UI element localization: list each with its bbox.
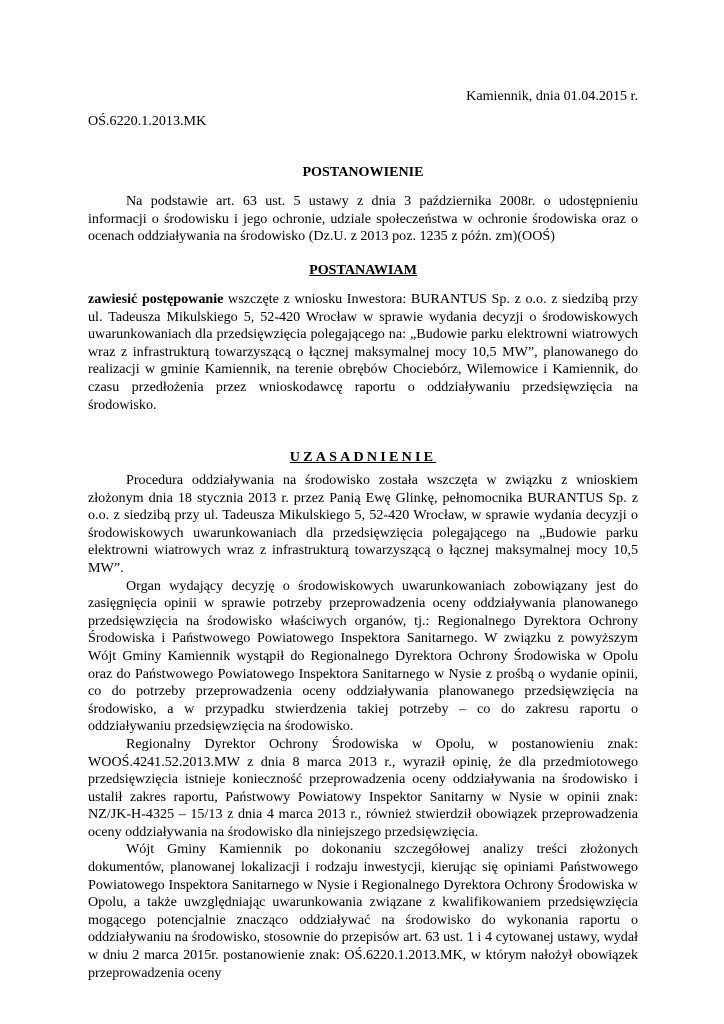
place-date: Kamiennik, dnia 01.04.2015 r.	[466, 88, 638, 104]
decision-bold-lead: zawiesić postępowanie	[88, 291, 224, 307]
justification-paragraph-2: Organ wydający decyzję o środowiskowych uwarunkowaniach zobowiązany jest do zasięgnięcia opinii w sprawie potrzeby przeprowadzenia oceny oddziaływania planowanego przedsięwzięcia na środowisko właściwych organów, tj.: Regionalnego Dyrektora Ochrony Środowiska i Państwowego Powiatowego Inspektora Sanitarnego. W związku z powyższym Wójt Gminy Kamiennik wystąpił do Regionalnego Dyrektora Ochrony Środowiska w Opolu oraz do Państwowego Powiatowego Inspektora Sanitarnego w Nysie z prośbą o wydanie opinii, co do potrzeby przeprowadzenia oceny oddziaływania planowanego przedsięwzięcia na środowisko, a w przypadku stwierdzenia takiej potrzeby – co do zakresu raportu o oddziaływaniu przedsięwzięcia na środowisko.	[88, 577, 638, 735]
case-number: OŚ.6220.1.2013.MK	[88, 113, 207, 129]
decision-paragraph	[88, 291, 638, 414]
justification-paragraph-3: Regionalny Dyrektor Ochrony Środowiska w Opolu, w postanowieniu znak: WOOŚ.4241.52.2013.MW z dnia 8 marca 2013 r., wyraził opinię, że dla przedmiotowego przedsięwzięcia istnieje konieczność przeprowadzenia oceny oddziaływania na środowisko i ustalił zakres raportu, Państwowy Powiatowy Inspektor Sanitarny w Nysie w opinii znak: NZ/JK-H-4325 – 15/13 z dnia 4 marca 2013 r., również stwierdził obowiązek przeprowadzenia oceny oddziaływania na środowisko dla niniejszego przedsięwzięcia.	[88, 735, 638, 840]
justification-paragraph-1: Procedura oddziaływania na środowisko została wszczęta w związku z wnioskiem złożonym dnia 18 stycznia 2013 r. przez Panią Ewę Glinkę, pełnomocnika BURANTUS Sp. z o.o. z siedzibą przy ul. Tadeusza Mikulskiego 5, 52-420 Wrocław, w sprawie wydania decyzji o środowiskowych uwarunkowaniach dla przedsięwzięcia polegającego na „Budowie parku elektrowni wiatrowych wraz z infrastrukturą towarzyszącą o łącznej maksymalnej mocy 10,5 MW”.	[88, 472, 638, 576]
legal-basis-paragraph: Na podstawie art. 63 ust. 5 ustawy z dnia 3 października 2008r. o udostępnieniu informacji o środowisku i jego ochronie, udziale społeczeństwa w ochronie środowiska oraz o ocenach oddziaływania na środowisko (Dz.U. z 2013 poz. 1235 z późn. zm)(OOŚ)	[88, 193, 638, 245]
decision-text: wszczęte z wniosku Inwestora: BURANTUS Sp. z o.o. z siedzibą przy ul. Tadeusza Mikulskiego 5, 52-420 Wrocław w sprawie wydania decyzji o środowiskowych uwarunkowaniach dla przedsięwzięcia polegającego na: „Budowie parku elektrowni wiatrowych wraz z infrastrukturą towarzyszącą o łącznej maksymalnej mocy 10,5 MW”, planowanego do realizacji w gminie Kamiennik, na terenie obrębów Chociebórz, Wilemowice i Kamiennik, do czasu przedłożenia przez wnioskodawcę raportu o oddziaływaniu przedsięwzięcia na środowisko.	[88, 291, 638, 413]
justification-paragraph-4: Wójt Gminy Kamiennik po dokonaniu szczegółowej analizy treści złożonych dokumentów, planowanej lokalizacji i rodzaju inwestycji, kierując się opiniami Państwowego Powiatowego Inspektora Sanitarnego w Nysie i Regionalnego Dyrektora Ochrony Środowiska w Opolu, a także uwzględniając uwarunkowania związane z kwalifikowaniem przedsięwzięcia mogącego potencjalnie znacząco oddziaływać na środowisko do wykonania raportu o oddziaływaniu na środowisko, stosownie do przepisów art. 63 ust. 1 i 4 cytowanej ustawy, wydał w dniu 2 marca 2015r. postanowienie znak: OŚ.6220.1.2013.MK, w którym nałożył obowiązek przeprowadzenia oceny	[88, 841, 638, 981]
justification-body	[88, 472, 638, 982]
document-title: POSTANOWIENIE	[302, 164, 424, 180]
justification-heading: UZASADNIENIE	[289, 449, 437, 465]
decision-heading: POSTANAWIAM	[309, 262, 417, 278]
